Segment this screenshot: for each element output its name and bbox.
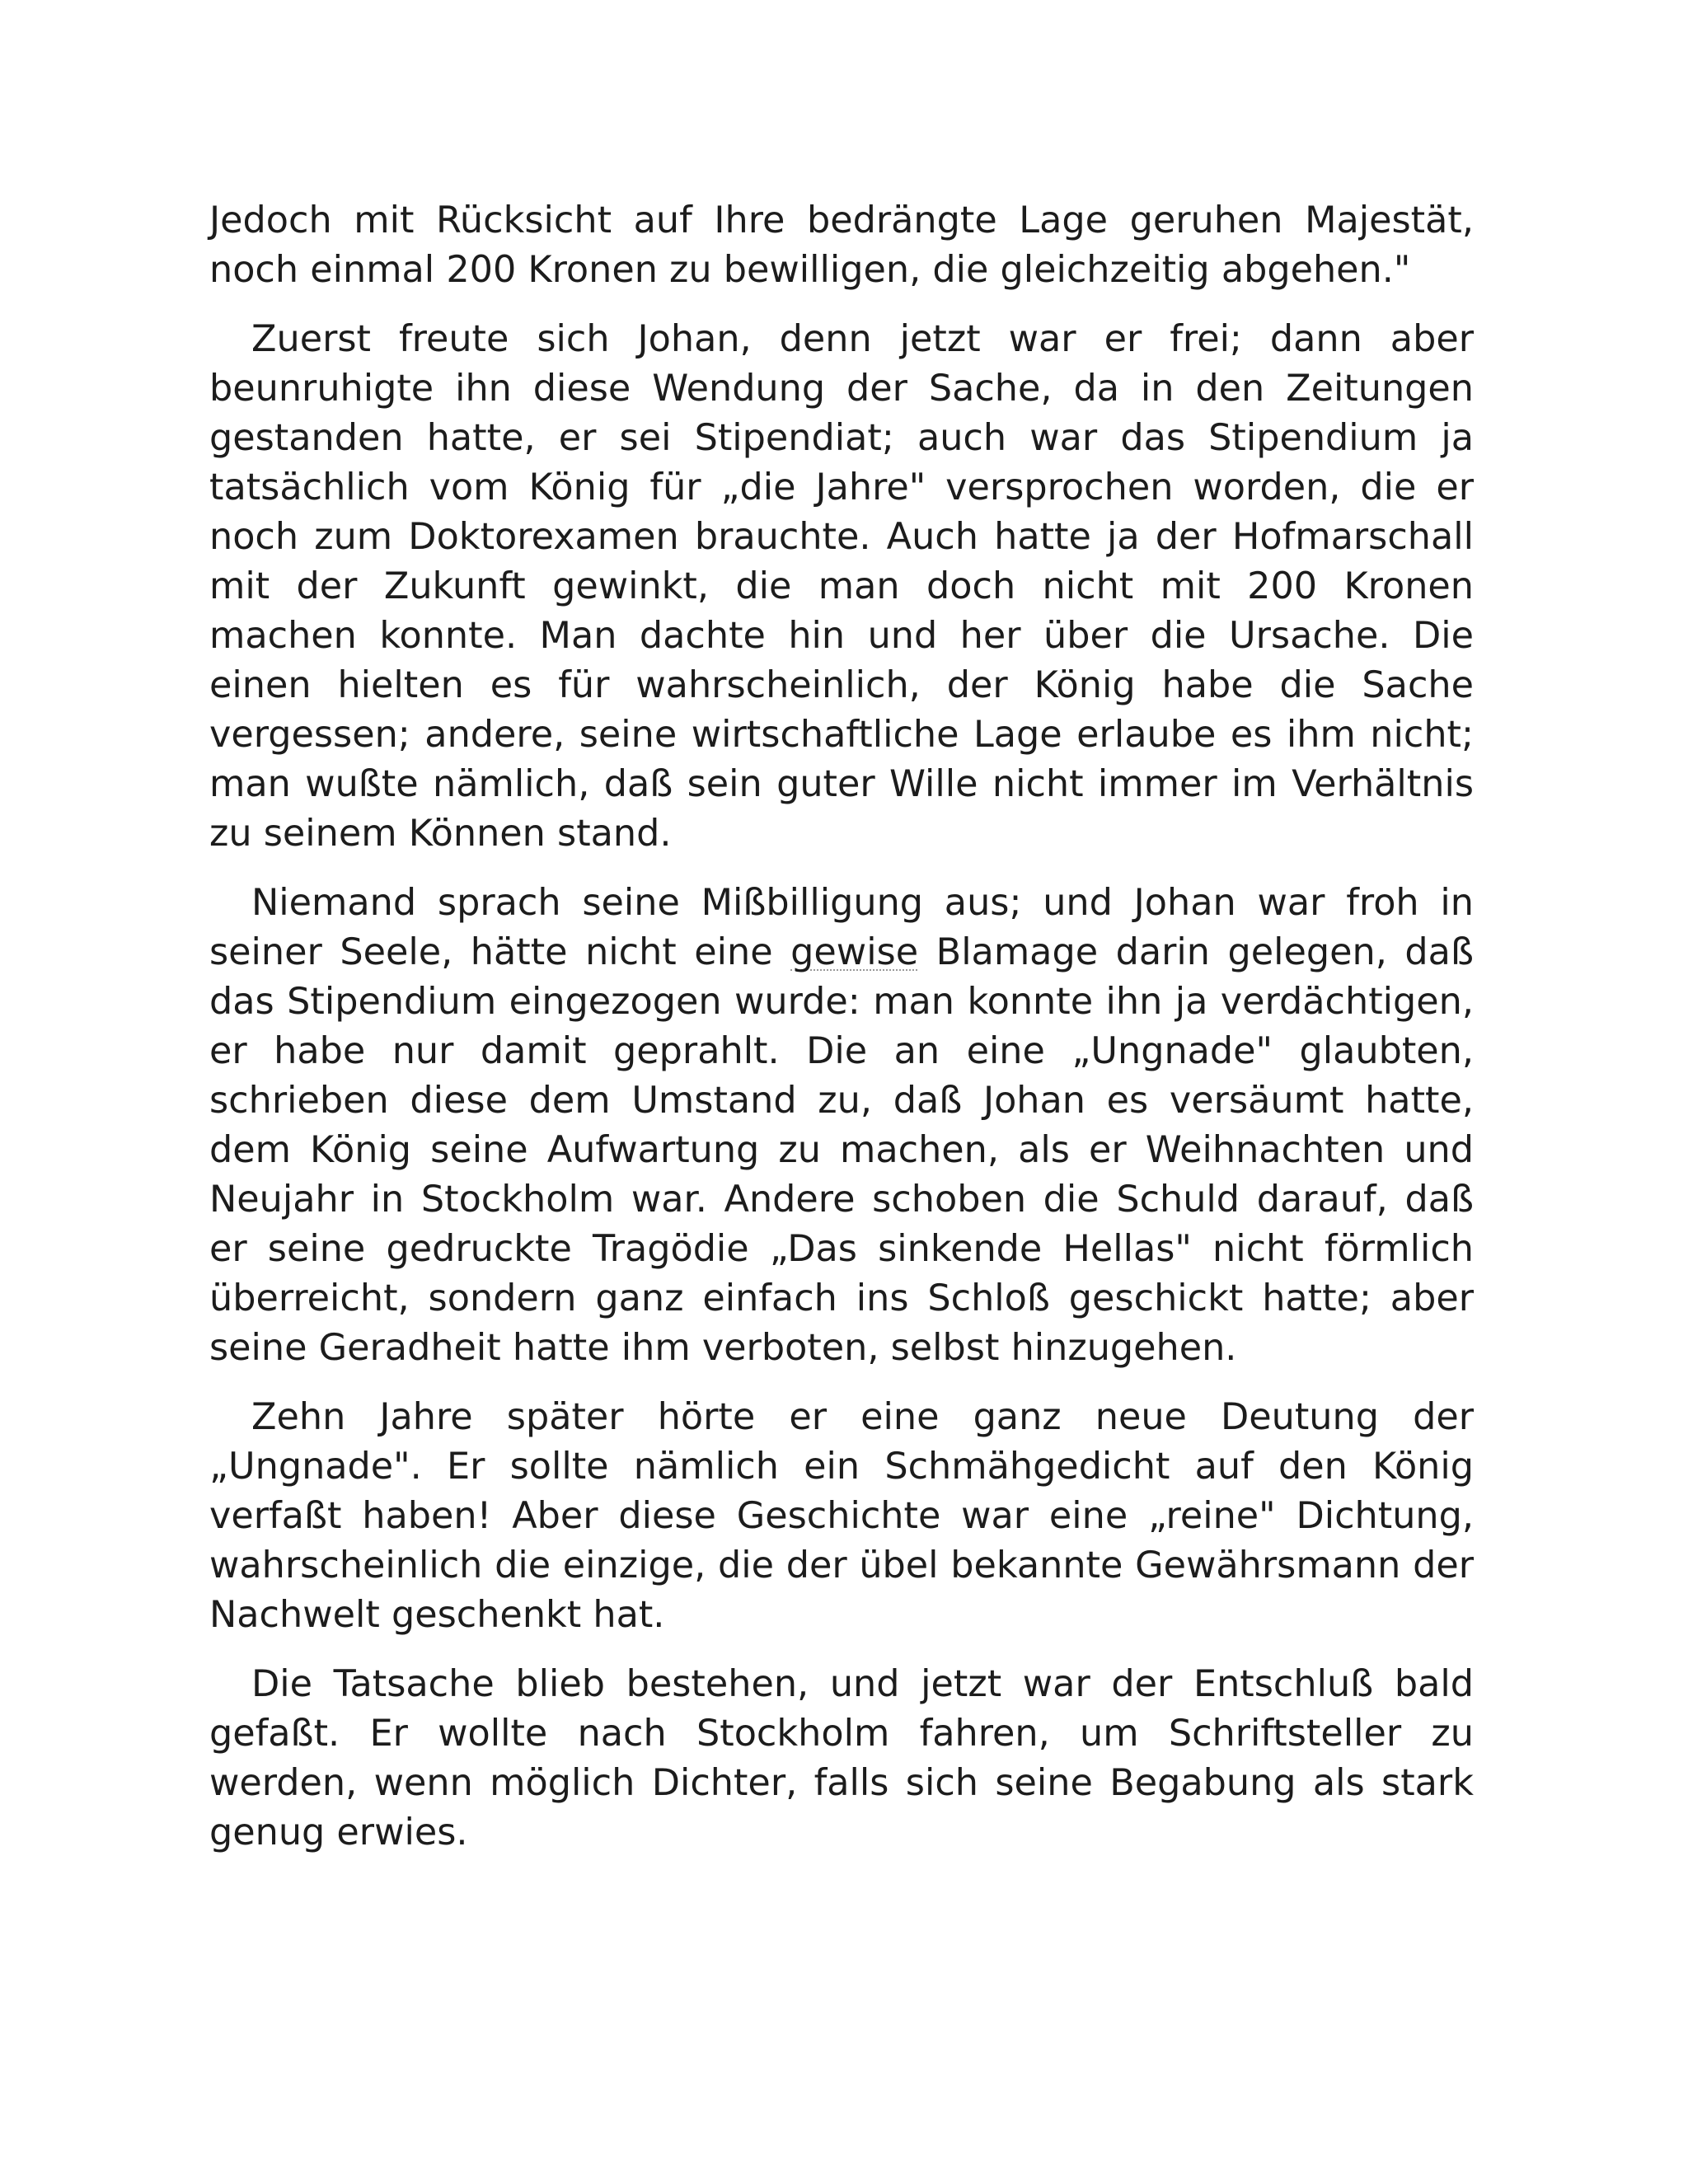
paragraph-5-text: Die Tatsache blieb bestehen, und jetzt war der Entschluß bald gefaßt. Er wollte nach Stockholm fahren, um Schriftsteller zu werden, wenn möglich Dichter, falls sich seine Begabung als stark genug erwies. [209, 1663, 1474, 1854]
spellcheck-marked-word[interactable]: gewise [790, 931, 919, 973]
paragraph-4 [209, 1393, 1474, 1640]
paragraph-4-text: Zehn Jahre später hörte er eine ganz neue Deutung der „Ungnade". Er sollte nämlich ein Schmähgedicht auf den König verfaßt haben! Aber diese Geschichte war eine „reine" Dichtung, wahrscheinlich die einzige, die der übel bekannte Gewährsmann der Nachwelt geschenkt hat. [209, 1396, 1474, 1636]
paragraph-2-text: Zuerst freute sich Johan, denn jetzt war er frei; dann aber beunruhigte ihn diese Wendung der Sache, da in den Zeitungen gestanden hatte, er sei Stipendiat; auch war das Stipendium ja tatsächlich vom König für „die Jahre" versprochen worden, die er noch zum Doktorexamen brauchte. Auch hatte ja der Hofmarschall mit der Zukunft gewinkt, die man doch nicht mit 200 Kronen machen konnte. Man dachte hin und her über die Ursache. Die einen hielten es für wahrscheinlich, der König habe die Sache vergessen; andere, seine wirtschaftliche Lage erlaube es ihm nicht; man wußte nämlich, daß sein guter Wille nicht immer im Verhältnis zu seinem Können stand. [209, 318, 1474, 855]
paragraph-3-text-before: Niemand sprach seine Mißbilligung aus; und Johan war froh in seiner Seele, hätte nicht eine [209, 882, 1474, 973]
paragraph-1-text: Jedoch mit Rücksicht auf Ihre bedrängte Lage geruhen Majestät, noch einmal 200 Kronen zu bewilligen, die gleichzeitig abgehen." [209, 199, 1474, 291]
paragraph-3-text-after: Blamage darin gelegen, daß das Stipendium eingezogen wurde: man konnte ihn ja verdächtigen, er habe nur damit geprahlt. Die an eine „Ungnade" glaubten, schrieben diese dem Umstand zu, daß Johan es versäumt hatte, dem König seine Aufwartung zu machen, als er Weihnachten und Neujahr in Stockholm war. Andere schoben die Schuld darauf, daß er seine gedruckte Tragödie „Das sinkende Hellas" nicht förmlich überreicht, sondern ganz einfach ins Schloß geschickt hatte; aber seine Geradheit hatte ihm verboten, selbst hinzugehen. [209, 931, 1474, 1369]
paragraph-3 [209, 879, 1474, 1373]
paragraph-5 [209, 1660, 1474, 1858]
paragraph-1 [209, 196, 1474, 295]
document-page [209, 196, 1474, 1877]
paragraph-2 [209, 315, 1474, 859]
